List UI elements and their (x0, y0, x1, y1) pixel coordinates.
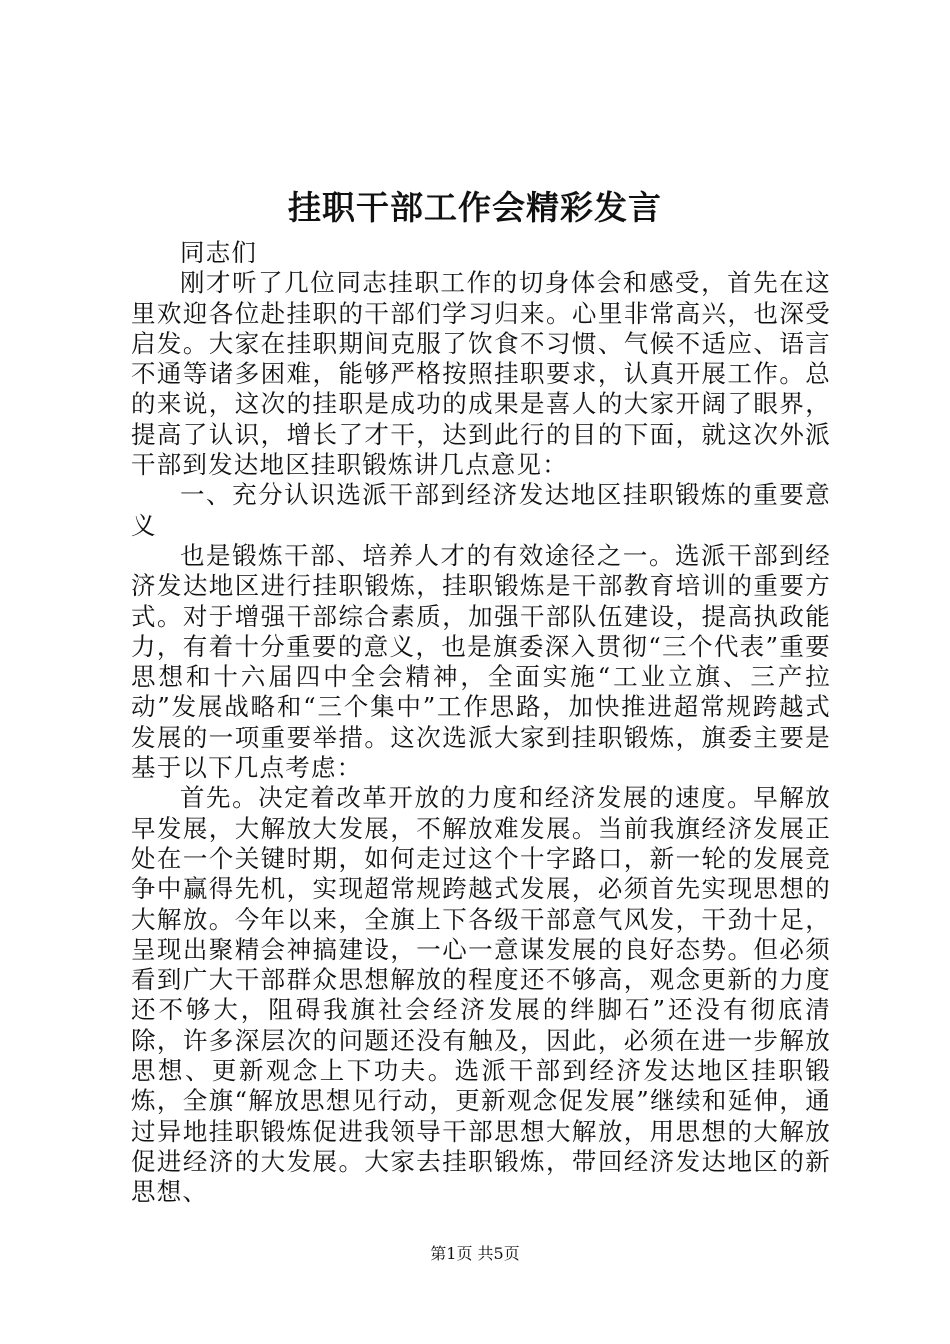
salutation-paragraph: 同志们 (180, 238, 258, 267)
first-point-paragraph: 首先。决定着改革开放的力度和经济发展的速度。早解放早发展，大解放大发展，不解放难发展。当前我旗经济发展正处在一个关键时期，如何走过这个十字路口，新一轮的发展竞争中赢得先机，实现超常规跨越式发展，必须首先实现思想的大解放。今年以来，全旗上下各级干部意气风发，干劲十足，呈现出聚精会神搞建设，一心一意谋发展的良好态势。但必须看到广大干部群众思想解放的程度还不够高，观念更新的力度还不够大，阻碍我旗社会经济发展的绊脚石”还没有彻底清除，许多深层次的问题还没有触及，因此，必须在进一步解放思想、更新观念上下功夫。选派干部到经济发达地区挂职锻炼，全旗“解放思想见行动，更新观念促发展”继续和延伸，通过异地挂职锻炼促进我领导干部思想大解放，用思想的大解放促进经济的大发展。大家去挂职锻炼，带回经济发达地区的新思想、 (131, 783, 831, 1207)
opening-paragraph: 刚才听了几位同志挂职工作的切身体会和感受，首先在这里欢迎各位赴挂职的干部们学习归来。心里非常高兴，也深受启发。大家在挂职期间克服了饮食不习惯、气候不适应、语言不通等诸多困难，能够严格按照挂职要求，认真开展工作。总的来说，这次的挂职是成功的成果是喜人的大家开阔了眼界，提高了认识，增长了才干，达到此行的目的下面，就这次外派干部到发达地区挂职锻炼讲几点意见： (131, 268, 831, 480)
page-footer: 第1页 共5页 (430, 1244, 520, 1263)
section-heading-1: 一、充分认识选派干部到经济发达地区挂职锻炼的重要意义 (131, 480, 831, 540)
document-title: 挂职干部工作会精彩发言 (288, 188, 662, 227)
document-body (131, 238, 831, 1208)
section-1-paragraph: 也是锻炼干部、培养人才的有效途径之一。选派干部到经济发达地区进行挂职锻炼，挂职锻炼是干部教育培训的重要方式。对于增强干部综合素质，加强干部队伍建设，提高执政能力，有着十分重要的意义，也是旗委深入贯彻“三个代表”重要思想和十六届四中全会精神，全面实施“工业立旗、三产拉动”发展战略和“三个集中”工作思路，加快推进超常规跨越式发展的一项重要举措。这次选派大家到挂职锻炼，旗委主要是基于以下几点考虑： (131, 540, 831, 783)
